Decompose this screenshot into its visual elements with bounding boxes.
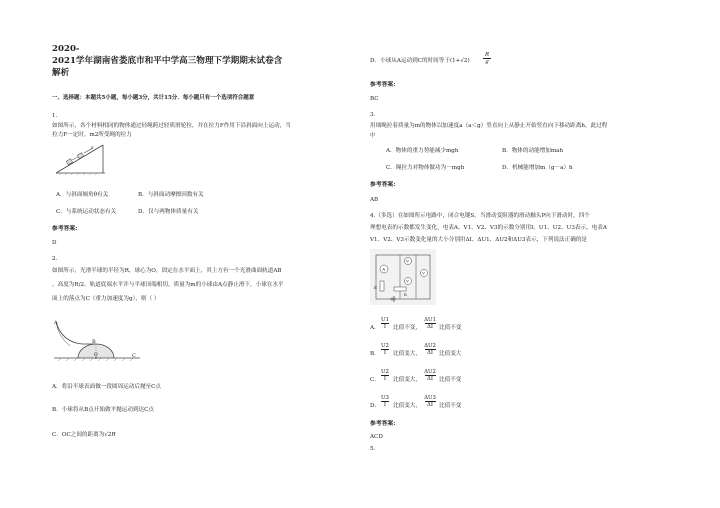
q1-option-c: C．与系统运动状态有关 [56,209,117,215]
q2-option-c-text: C．OC之间的距离为 [52,432,105,438]
q4-b-frac2-den: ΔI [426,350,434,356]
q4-d-frac1-num: U3 [381,395,389,401]
q4-a-frac1-num: U1 [381,317,389,323]
q4-c-frac2 [424,369,436,382]
q3-option-b: B．物体的动能增加mah [502,148,564,154]
q3-number: 3. [370,112,376,118]
q2-hemisphere-figure [52,316,142,364]
q1-option-d: D．仅与两物体质量有关 [138,209,199,215]
q1-option-a: A．与斜面倾角θ有关 [56,192,109,198]
q4-b-frac2-num: ΔU2 [424,343,436,349]
svg-text:V: V [406,279,409,284]
q4-d-frac2 [424,395,436,408]
q2-answer: BC [370,96,379,102]
q3-option-d: D．机械能增加m（g－a）h [502,165,573,171]
q3-option-a: A．物体的重力势能减少mgh [386,148,459,154]
svg-text:A: A [382,266,386,272]
q4-c-frac1-num: U2 [381,369,389,375]
q4-text-1: 4.（多选）在如图所示电路中，闭合电键S，当滑动变阻器的滑动触头P向下滑动时，四个 [370,213,590,219]
q3-text-1: 用细绳拉着质量为m的物体以加速度a（a＜g）竖直向上从静止开始竖直向下移动距离h，此过程 [370,123,608,129]
q4-a-frac2-den: ΔI [426,324,434,330]
q4-option-c-letter: C． [370,377,380,383]
q1-text-1: 如图所示，各个材料相同的物体通过轻绳跨过轻质滑轮拉，并在拉力F作用下沿斜面向上运动，当 [52,123,291,129]
q4-a-frac2 [424,317,436,330]
fig-label-a: A [54,320,58,326]
section-heading: 一、选择题：本题共5小题，每小题3分，共计15分．每小题只有一个选项符合题意 [52,95,255,101]
title-line-3: 解析 [52,68,70,78]
q4-d-frac2-den: ΔI [426,402,434,408]
q2-option-d-fraction [482,52,492,65]
q4-d-frac2-num: ΔU3 [424,395,436,401]
q4-circuit-figure [370,249,436,305]
svg-text:V: V [422,271,425,276]
q2-answer-label: 参考答案: [370,82,396,88]
svg-text:R: R [404,293,407,297]
q2-option-d [370,58,470,65]
q4-c-text1: 比值变大， [393,377,421,383]
q4-b-frac1-den: I [383,350,387,356]
q4-d-frac1 [380,395,390,408]
q4-c-frac2-num: ΔU2 [424,369,436,375]
q4-c-text2: 比值不变 [439,377,462,383]
q4-d-text2: 比值不变 [439,403,462,409]
q4-b-frac1-num: U2 [381,343,389,349]
q4-option-d-letter: D． [370,403,381,409]
svg-text:F: F [91,145,94,150]
fig-label-b: B [92,339,96,345]
q4-a-frac1-den: I [383,324,387,330]
q1-incline-figure [55,142,107,176]
title-line-2: 2021学年湖南省娄底市和平中学高三物理下学期期末试卷含 [52,56,283,66]
q2-text-2: ，高度为R/2。轨道底端水平并与半球顶端相切。质量为m的小球由A点静止滑下，小球在水平 [52,282,284,288]
q4-d-text1: 比值变大， [393,403,421,409]
q3-answer: AB [370,197,379,203]
frac-den: g [485,59,489,65]
q4-b-text1: 比值变大， [393,351,421,357]
q4-b-frac2 [424,343,436,356]
q2-text-1: 如图所示，光滑半球的半径为R，球心为O，固定在水平面上，其上方有一个光滑曲面轨道AB [52,268,282,274]
q2-option-d-text: D．小球从A运动到C的时间等于 [370,58,450,64]
q4-option-b-letter: B． [370,351,380,357]
q2-number: 2. [52,256,58,262]
q1-answer-label: 参考答案: [52,226,78,232]
q5-number: 5. [370,446,376,452]
q4-b-text2: 比值变大 [439,351,462,357]
q3-text-2: 中 [370,133,376,139]
q3-answer-label: 参考答案: [370,182,396,188]
q1-text-2: 拉力F一定时，m2所受绳的拉力 [52,132,132,138]
q2-option-d-math: (1+√2) [449,58,470,64]
q4-option-a-letter: A． [370,325,380,331]
q2-option-c-math: √2R [104,432,116,438]
q1-number: 1. [52,113,58,119]
q1-answer: D [52,240,57,246]
q2-text-3: 面上的落点为C（重力加速度为g），则（ ） [52,296,160,302]
q4-answer: ACD [370,434,383,440]
q4-c-frac2-den: ΔI [426,376,434,382]
fig-label-o: O [94,353,98,358]
q4-d-frac1-den: I [383,402,387,408]
q2-option-a: A．将沿半球表面做一段圆周运动后抛至C点 [52,384,162,390]
q4-text-3: V1、V2、V3示数变化量的大小分别用ΔI、ΔU1、ΔU2和ΔU3表示，下列说法正确的是 [370,237,588,243]
fig-label-c: C [132,353,136,359]
svg-text:V: V [406,259,409,264]
svg-text:E: E [374,285,377,290]
q4-a-text1: 比值不变， [393,325,421,331]
q4-text-2: 理想电表的示数都发生变化，电表A、V1、V2、V3的示数分别用I、U1、U2、U3表示，电表A [370,225,607,231]
q2-option-c [52,432,116,439]
q4-c-frac1-den: I [383,376,387,382]
q1-option-b: B．与斜面动摩擦因数有关 [138,192,204,198]
frac-num: R [484,52,490,58]
q2-option-b: B．小球将从B点开始做平抛运动到达C点 [52,407,155,413]
q4-b-frac1 [380,343,390,356]
q4-a-text2: 比值不变 [439,325,462,331]
q4-c-frac1 [380,369,390,382]
q4-a-frac2-num: ΔU1 [424,317,436,323]
title-line-1: 2020- [52,44,80,54]
q4-a-frac1 [380,317,390,330]
q4-answer-label: 参考答案: [370,421,396,427]
q3-option-c: C．绳拉力对物体做功为－mgh [386,165,465,171]
